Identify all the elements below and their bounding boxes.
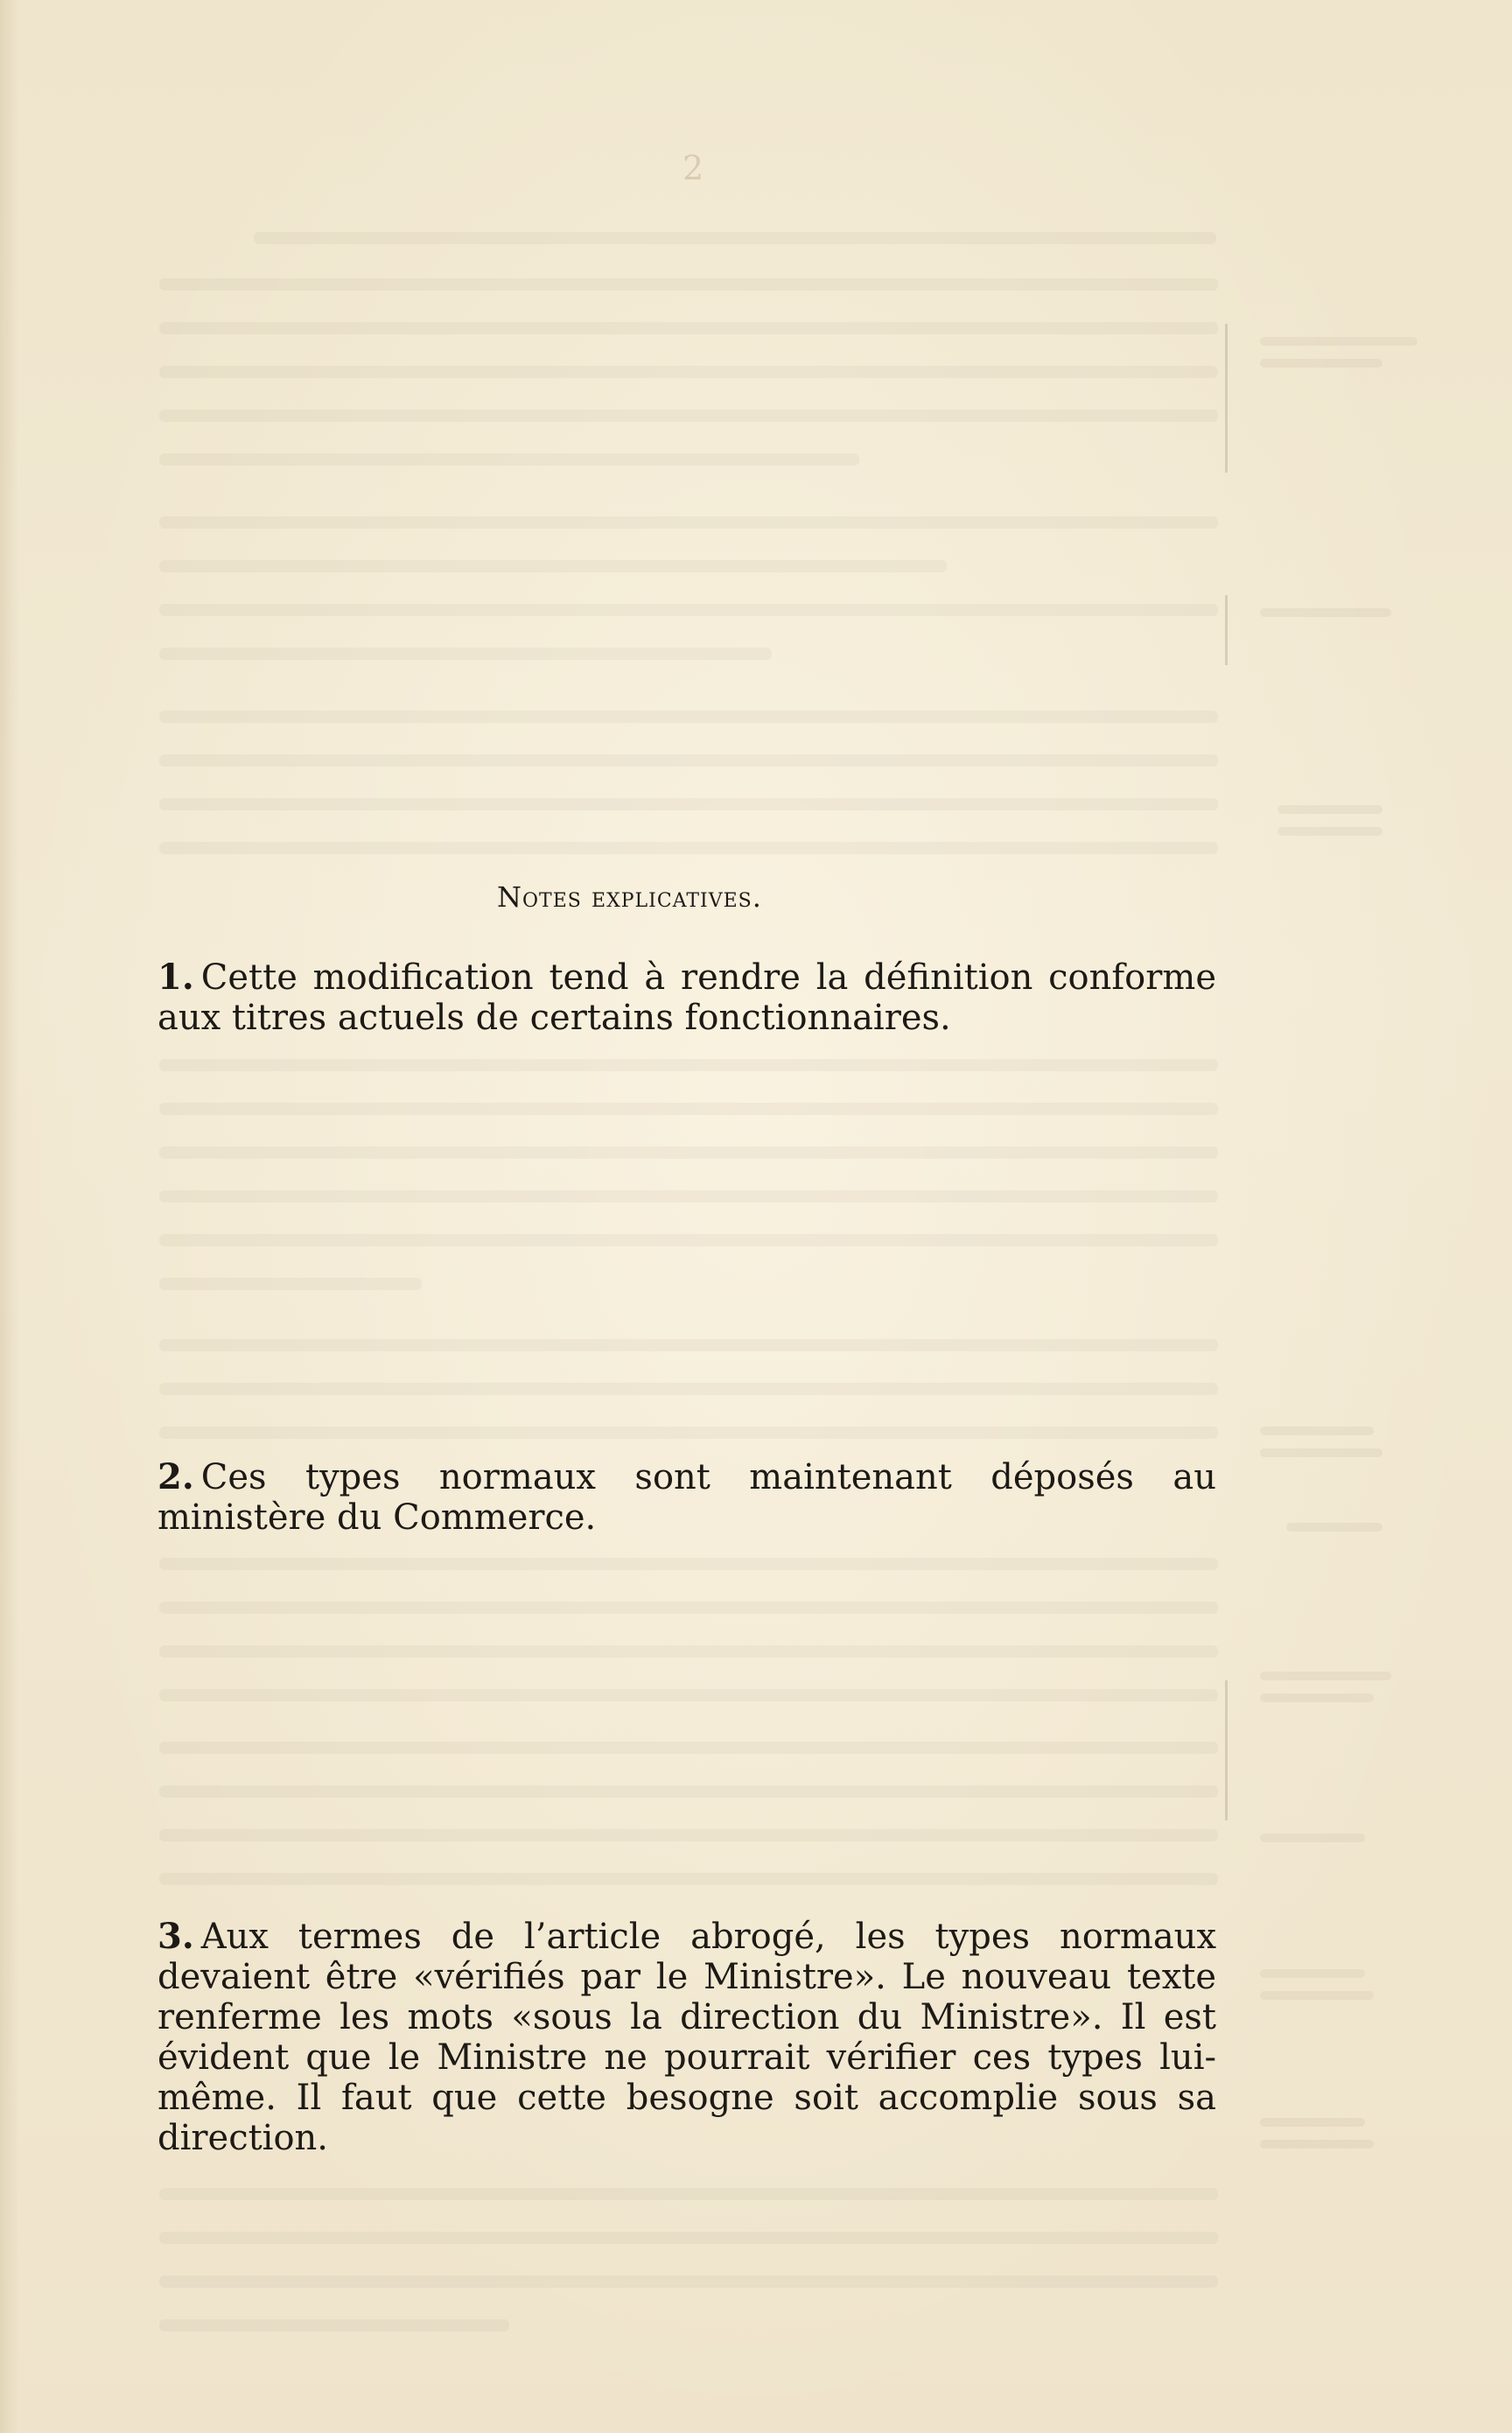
margin-bracket (1225, 1680, 1228, 1820)
ghost-margin-note (1260, 1693, 1374, 1702)
ghost-line (159, 1234, 1218, 1246)
ghost-line (159, 2275, 1218, 2288)
note-number: 2. (158, 1456, 194, 1497)
ghost-line (159, 1059, 1218, 1071)
ghost-line (159, 754, 1218, 767)
ghost-line (159, 2188, 1218, 2200)
ghost-line (159, 1602, 1218, 1614)
ghost-margin-note (1260, 2118, 1365, 2127)
ghost-line (159, 842, 1218, 854)
note-number: 1. (158, 957, 194, 998)
ghost-line (159, 648, 772, 660)
ghost-line (159, 2232, 1218, 2244)
ghost-line (159, 1383, 1218, 1395)
ghost-margin-note (1260, 1969, 1365, 1978)
ghost-margin-note (1260, 1448, 1382, 1457)
ghost-line (159, 1873, 1218, 1885)
page-number: 2 (682, 149, 704, 187)
ghost-line (254, 232, 1216, 244)
ghost-margin-note (1260, 608, 1391, 617)
ghost-line (159, 410, 1218, 422)
ghost-line (159, 711, 1218, 723)
ghost-line (159, 1103, 1218, 1115)
ghost-line (159, 366, 1218, 378)
explanatory-note (158, 1457, 1216, 1538)
notes-heading: Notes explicatives. (497, 880, 762, 914)
note-text: Ces types normaux sont maintenant déposés au ministère du Commerce. (158, 1457, 1216, 1538)
ghost-line (159, 516, 1218, 529)
ghost-line (159, 1146, 1218, 1159)
ghost-margin-note (1260, 2140, 1374, 2149)
ghost-margin-note (1260, 1672, 1391, 1680)
ghost-line (159, 1742, 1218, 1754)
ghost-line (159, 2319, 509, 2331)
ghost-line (159, 604, 1218, 616)
ghost-line (159, 322, 1218, 334)
ghost-line (159, 1785, 1218, 1798)
ghost-margin-note (1260, 1427, 1374, 1435)
ghost-margin-note (1260, 337, 1418, 346)
ghost-line (159, 1339, 1218, 1351)
ghost-margin-note (1260, 359, 1382, 368)
explanatory-note (158, 1917, 1216, 2158)
margin-bracket (1225, 595, 1228, 665)
note-text: Cette modification tend à rendre la définition conforme aux titres actuels de certains fonctionnaires. (158, 957, 1216, 1038)
ghost-line (159, 1689, 1218, 1701)
ghost-margin-note (1260, 1991, 1374, 2000)
ghost-line (159, 278, 1218, 291)
ghost-line (159, 1190, 1218, 1202)
ghost-margin-note (1260, 1834, 1365, 1842)
note-text: Aux termes de l’article abrogé, les types normaux devaient être «vérifiés par le Ministre». Le nouveau texte renferme les mots «sous la direction du Ministre». Il est évident que le Ministre ne pourrait vérifier ces types lui-même. Il faut que cette besogne soit accomplie sous sa direction. (158, 1917, 1216, 2158)
ghost-margin-note (1286, 1523, 1382, 1532)
margin-bracket (1225, 324, 1228, 473)
ghost-line (159, 453, 859, 466)
ghost-line (159, 1645, 1218, 1658)
ghost-margin-note (1278, 827, 1382, 836)
note-number: 3. (158, 1916, 194, 1957)
explanatory-note (158, 957, 1216, 1038)
ghost-margin-note (1278, 805, 1382, 814)
ghost-line (159, 1278, 422, 1290)
ghost-line (159, 798, 1218, 810)
ghost-line (159, 1427, 1218, 1439)
page-edge-left (0, 0, 19, 2433)
ghost-line (159, 1829, 1218, 1841)
ghost-line (159, 1558, 1218, 1570)
ghost-line (159, 560, 947, 572)
